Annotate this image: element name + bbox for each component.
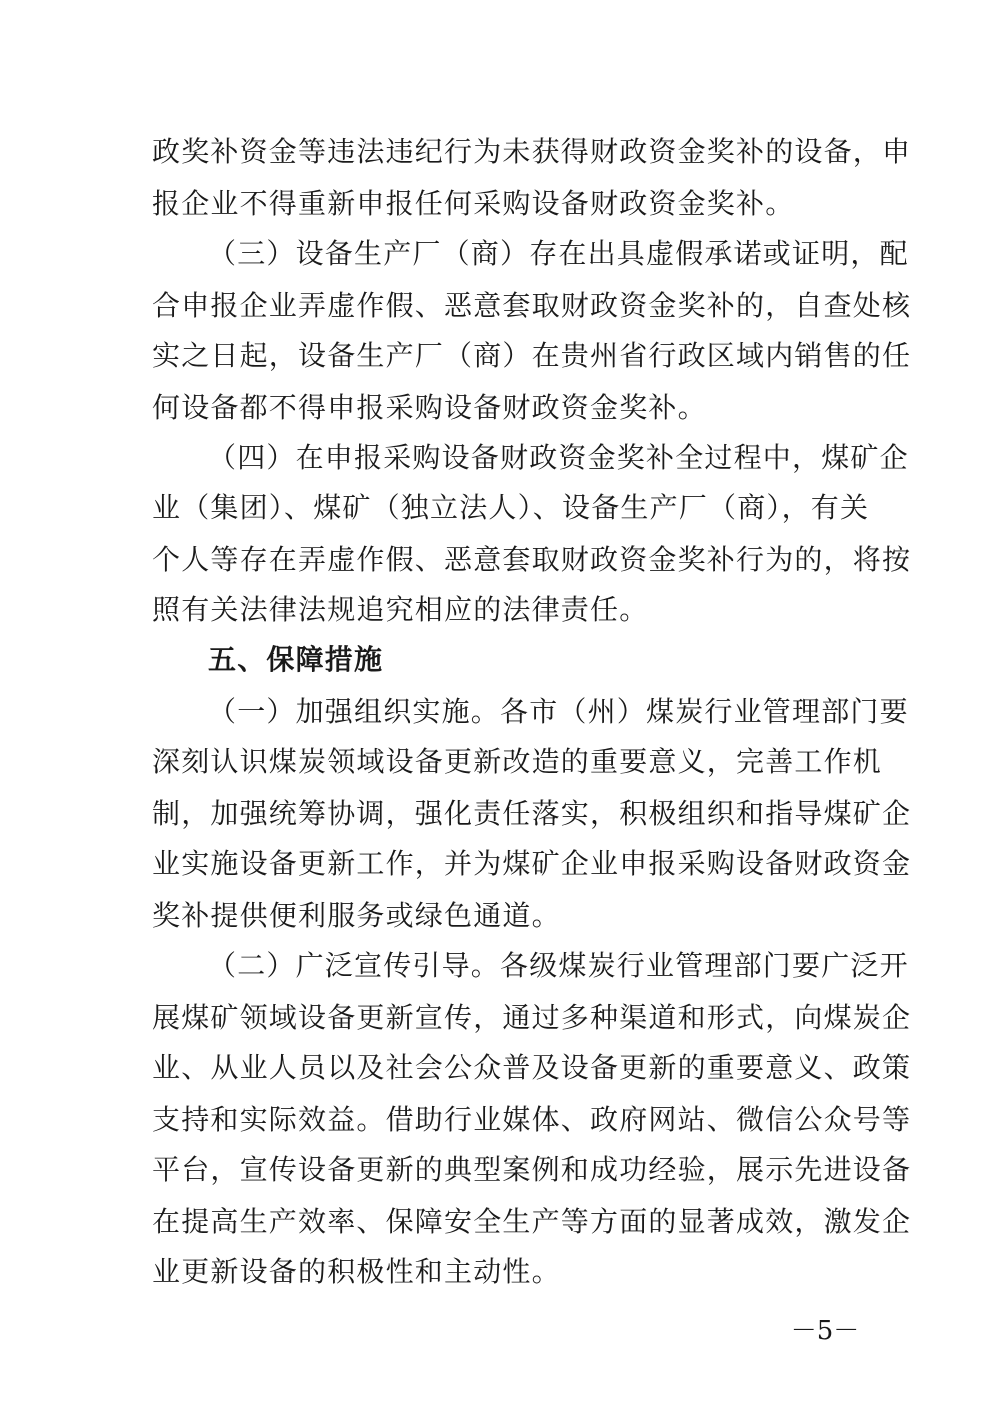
paragraph-line: 制，加强统筹协调，强化责任落实，积极组织和指导煤矿企	[152, 797, 912, 830]
paragraph-line: 合申报企业弄虚作假、恶意套取财政资金奖补的，自查处核	[152, 289, 912, 322]
paragraph-line: 政奖补资金等违法违纪行为未获得财政资金奖补的设备，申	[152, 135, 912, 168]
paragraph-line: （二）广泛宣传引导。各级煤炭行业管理部门要广泛开	[208, 949, 909, 982]
paragraph-line: 平台，宣传设备更新的典型案例和成功经验，展示先进设备	[152, 1153, 912, 1186]
paragraph-line: 照有关法律法规追究相应的法律责任。	[152, 593, 649, 626]
paragraph-line: （四）在申报采购设备财政资金奖补全过程中，煤矿企	[208, 441, 909, 474]
paragraph-line: 实之日起，设备生产厂（商）在贵州省行政区域内销售的任	[152, 339, 912, 372]
paragraph-line: 报企业不得重新申报任何采购设备财政资金奖补。	[152, 187, 795, 220]
paragraph-line: 业、从业人员以及社会公众普及设备更新的重要意义、政策	[152, 1051, 912, 1084]
page-number: －5－	[790, 1316, 860, 1346]
paragraph-line: 业（集团）、煤矿（独立法人）、设备生产厂（商），有关	[152, 491, 870, 524]
section-heading: 五、保障措施	[208, 643, 384, 676]
paragraph-line: 个人等存在弄虚作假、恶意套取财政资金奖补行为的，将按	[152, 543, 912, 576]
paragraph-line: 支持和实际效益。借助行业媒体、政府网站、微信公众号等	[152, 1103, 912, 1136]
paragraph-line: （一）加强组织实施。各市（州）煤炭行业管理部门要	[208, 695, 909, 728]
paragraph-line: 展煤矿领域设备更新宣传，通过多种渠道和形式，向煤炭企	[152, 1001, 912, 1034]
paragraph-line: 奖补提供便利服务或绿色通道。	[152, 899, 561, 932]
paragraph-line: 在提高生产效率、保障安全生产等方面的显著成效，激发企	[152, 1205, 912, 1238]
paragraph-line: 业更新设备的积极性和主动性。	[152, 1255, 561, 1288]
paragraph-line: 何设备都不得申报采购设备财政资金奖补。	[152, 391, 707, 424]
paragraph-line: 业实施设备更新工作，并为煤矿企业申报采购设备财政资金	[152, 847, 912, 880]
paragraph-line: 深刻认识煤炭领域设备更新改造的重要意义，完善工作机	[152, 745, 883, 778]
paragraph-line: （三）设备生产厂（商）存在出具虚假承诺或证明，配	[208, 237, 909, 270]
